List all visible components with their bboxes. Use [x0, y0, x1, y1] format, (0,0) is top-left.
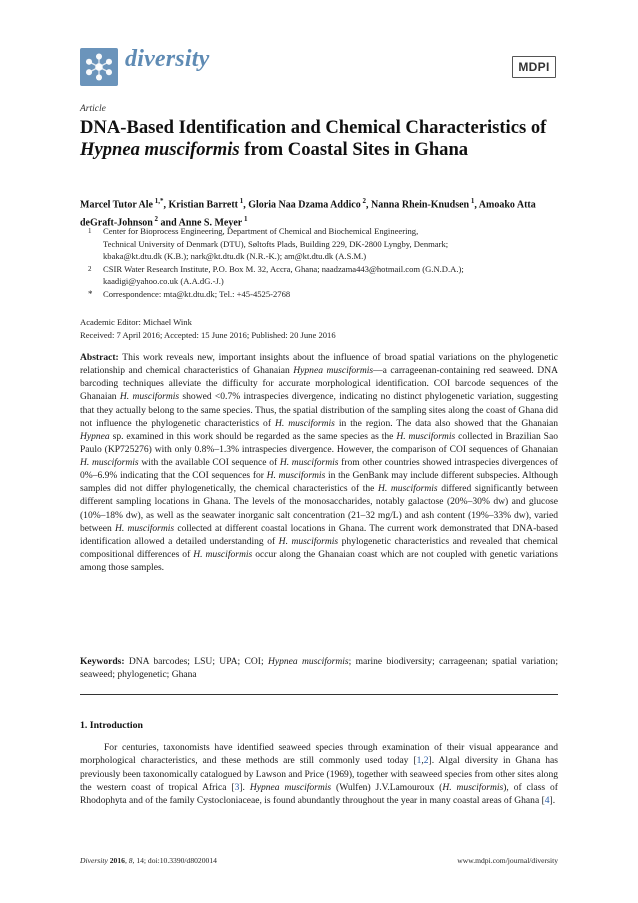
italic-term: Hypnea musciformis [249, 781, 332, 793]
author-separator: , [474, 199, 479, 211]
section-heading-introduction: 1. Introduction [80, 720, 143, 731]
mdpi-logo: MDPI [512, 56, 556, 78]
author-name: Gloria Naa Dzama Addico [248, 199, 361, 211]
journal-header [80, 44, 558, 94]
footer-volume: 8 [128, 856, 133, 865]
author-affiliation-mark: 1,* [152, 197, 164, 205]
text-run: with the available COI sequence of [138, 457, 280, 468]
author-name: Anne S. Meyer [178, 217, 243, 229]
text-run: ]. [549, 795, 556, 807]
italic-term: H. musciformis [279, 457, 339, 468]
abstract [80, 351, 558, 574]
affiliation-item [80, 225, 558, 263]
italic-term: H. musciformis [193, 548, 253, 560]
publication-dates: Received: 7 April 2016; Accepted: 15 June 2016; Published: 20 June 2016 [80, 329, 336, 340]
citation-footer: Diversity 2016, 8, 14; doi:10.3390/d8020014 [80, 856, 217, 865]
text-run: ), of class of Rhodophyta and of the family Cystocloniaceae, is found abundantly throughout the year in many coastal areas of Ghana [ [80, 781, 558, 807]
text-run: —a carrageenan-containing red seaweed. DNA barcoding techniques alleviate the difficulty for accurate morphological identification. COI barcode sequences of the Ghanaian [80, 365, 558, 403]
footer-year: 2016 [109, 856, 125, 865]
affiliation-line: kbaka@kt.dtu.dk (K.B.); nark@kt.dtu.dk (N.R.-K.); am@kt.dtu.dk (A.S.M.) [103, 251, 367, 262]
text-run: sp. examined in this work should be regarded as the same species as the [109, 430, 397, 442]
text-run: (Wulfen) J.V.Lamouroux ( [331, 781, 443, 793]
journal-name: diversity [125, 46, 210, 72]
article-type: Article [80, 104, 106, 114]
affiliation-item [80, 288, 558, 301]
affiliations [80, 225, 558, 301]
article-title [80, 117, 558, 161]
title-text: DNA-Based Identification and Chemical Characteristics of [80, 117, 547, 138]
text-run: in the region. The data also showed that the Ghanaian [334, 417, 558, 429]
italic-term: Hypnea musciformis [293, 365, 374, 377]
italic-term: H. musciformis [396, 430, 456, 442]
italic-term: H. musciformis [266, 470, 326, 482]
section-divider [80, 694, 558, 695]
text-run: occur along the Ghanaian coast which are not coupled with genetic variations among those samples. [80, 548, 558, 573]
affiliation-line: Correspondence: mta@kt.dtu.dk; Tel.: +45-4525-2768 [103, 288, 291, 299]
keywords-label: Keywords: [80, 656, 125, 667]
reference-link[interactable]: 3 [234, 781, 240, 793]
keywords [80, 655, 558, 682]
text-run: For centuries, taxonomists have identified seaweed species through examination of their visual appearance and morphological characteristics, and these methods are still commonly used today [ [80, 742, 558, 767]
text-run: This work reveals new, important insights about the influence of broad spatial variations on the phylogenetic relationship and chemical characteristics of Ghanaian [80, 352, 558, 377]
italic-term: H. musciformis [274, 417, 335, 429]
italic-term: Hypnea [80, 430, 110, 442]
affiliation-line: CSIR Water Research Institute, P.O. Box M. 32, Accra, Ghana; naadzama443@hotmail.com (G.N.D.A.); [103, 263, 464, 274]
author-name: Kristian Barrett [168, 199, 238, 211]
text-run: ]. Algal diversity in Ghana has previously been taxonomically catalogued by Lawson and Price (1969), together with seaweed species from other sites along the western coast of tropical Africa [ [80, 755, 558, 793]
diversity-logo-icon [80, 48, 118, 86]
italic-term: H. musciformis [442, 781, 504, 793]
affiliation-mark: 1 [88, 227, 92, 235]
reference-link[interactable]: 2 [423, 755, 429, 767]
footer-journal: Diversity [80, 856, 108, 865]
text-run: ; marine biodiversity; carrageenan; spatial variation; seaweed; phylogenetic; Ghana [80, 656, 558, 681]
author-name: Marcel Tutor Ale [80, 199, 153, 211]
italic-term: Hypnea musciformis [267, 656, 349, 667]
text-run: collected in Brazilian Sao Paulo (KP725276) with only 0.8%–1.3% intraspecies divergence. However, the comparison of COI sequences of Ghanaian [80, 430, 558, 455]
abstract-label: Abstract: [80, 352, 119, 363]
text-run: showed <0.7% intraspecies divergence, indicating no distinct phylogenetic variation, suggesting that they actually belong to the same species. Thus, the spatial distribution of the sampling sites along the coast of Ghana did not influence the phylogenetic characteristics of [80, 391, 558, 429]
affiliation-item [80, 263, 558, 288]
journal-url-link[interactable]: www.mdpi.com/journal/diversity [457, 856, 558, 865]
introduction-paragraph [80, 741, 558, 807]
affiliation-mark: 2 [88, 264, 92, 273]
author-affiliation-mark: 2 [152, 215, 159, 224]
italic-term: H. musciformis [278, 535, 339, 547]
affiliation-line: kaadigi@yahoo.co.uk (A.A.dG.-J.) [103, 276, 224, 287]
affiliation-line: Center for Bioprocess Engineering, Department of Chemical and Biochemical Engineering, [103, 226, 419, 236]
reference-link[interactable]: 1 [416, 755, 422, 767]
affiliation-line: Technical University of Denmark (DTU), Søltofts Plads, Building 229, DK-2800 Lyngby, Denmark; [103, 238, 449, 249]
text-run: differed significantly between different sampling locations in Ghana. The levels of the monosaccharides, notably galactose (20%–30% dw) and glucose (10%–18% dw), as well as the seawater inorganic salt concentration (21–32 mg/L) and ash content (19%–33% dw), varied between [80, 483, 558, 534]
author-affiliation-mark: 1 [238, 197, 244, 205]
italic-term: H. musciformis [115, 522, 175, 534]
author-separator: and [158, 217, 179, 229]
title-species: Hypnea musciformis [80, 139, 240, 160]
author-separator: , [366, 199, 371, 211]
abstract-text [80, 352, 558, 573]
text-run: DNA barcodes; LSU; UPA; COI; [124, 656, 268, 667]
author-affiliation-mark: 1 [469, 197, 475, 205]
article-meta [80, 316, 558, 341]
italic-term: H. musciformis [119, 391, 180, 403]
footer-doi: , 14; doi:10.3390/d8020014 [132, 856, 217, 865]
text-run: , [421, 755, 424, 767]
text-run: ]. [239, 781, 250, 793]
author-name: Amoako Atta deGraft-Johnson [80, 199, 536, 229]
author-affiliation-mark: 1 [242, 215, 248, 224]
text-run: from other countries showed intraspecies divergences of 0%–6.9% indicating that the COI sequences for [80, 457, 558, 482]
italic-term: H. musciformis [80, 457, 139, 468]
text-run: phylogenetic characteristics and revealed that chemical compositional differences of [80, 535, 558, 560]
keywords-text [80, 656, 558, 680]
author-separator: , [163, 199, 169, 211]
author-name: Nanna Rhein-Knudsen [371, 199, 470, 211]
title-text-end: from Coastal Sites in Ghana [239, 139, 469, 160]
author-separator: , [243, 199, 249, 211]
italic-term: H. musciformis [378, 483, 438, 495]
text-run: collected at different coastal locations in Ghana. The current work demonstrated that DNA-based identification allowed a detailed understanding of [80, 522, 558, 547]
academic-editor: Academic Editor: Michael Wink [80, 317, 192, 327]
text-run: in the GenBank may include different subspecies. Although samples did not differ phylogenetically, the chemical characteristics of the [80, 470, 558, 495]
affiliation-mark: * [88, 288, 93, 299]
author-affiliation-mark: 2 [360, 197, 366, 205]
reference-link[interactable]: 4 [544, 795, 550, 807]
